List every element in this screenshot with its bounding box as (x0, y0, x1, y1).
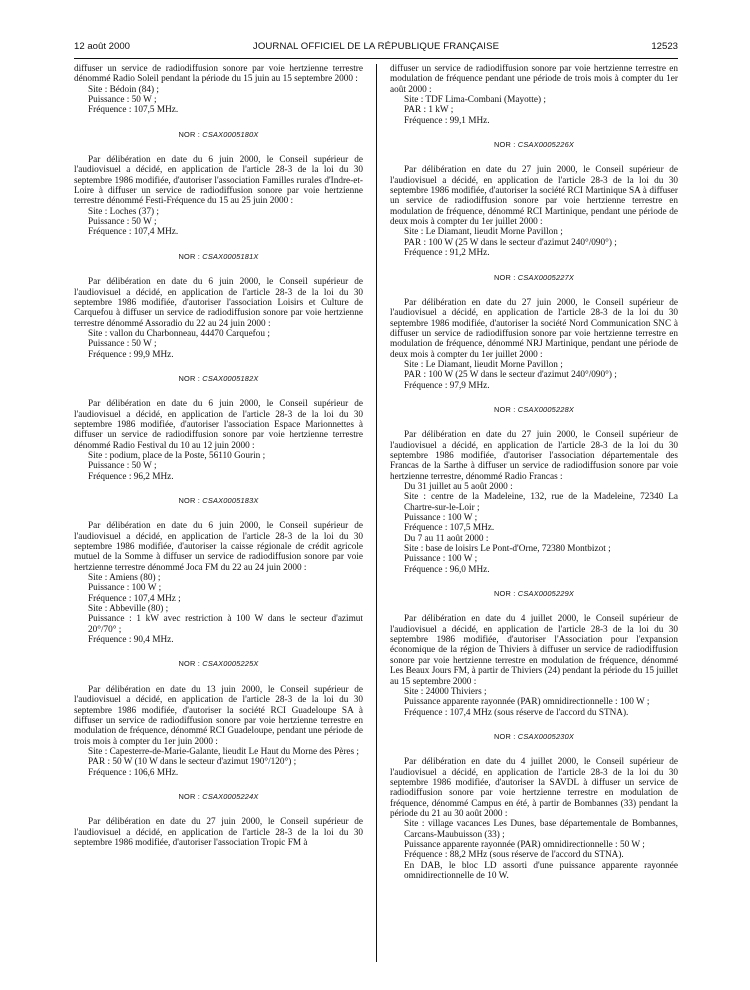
nor-reference (390, 140, 678, 150)
decision-section (74, 374, 363, 482)
detail-line: Puissance : 1 kW avec restriction à 100 W dans le secteur d'azimut 20°/70° ; (88, 614, 363, 635)
detail-line: PAR : 100 W (25 W dans le secteur d'azimut 240°/090°) ; (404, 370, 617, 381)
detail-line: Fréquence : 97,9 MHz. (404, 380, 490, 391)
nor-reference (390, 405, 678, 415)
detail-line: Site : Bédoin (84) ; (88, 84, 159, 95)
nor-label: NOR : (178, 373, 201, 383)
detail-line: Site : Le Diamant, lieudit Morne Pavillon ; (404, 359, 563, 370)
detail-line: Site : Loches (37) ; (88, 206, 159, 217)
nor-label: NOR : (178, 496, 201, 505)
decision-section (390, 405, 678, 575)
detail-line: Site : podium, place de la Poste, 56110 Gourin ; (88, 450, 266, 461)
detail-line: PAR : 100 W (25 W dans le secteur d'azimut 240°/090°) ; (404, 237, 617, 248)
paragraph-text: Par délibération en date du 6 juin 2000, le Conseil supérieur de l'audiovisuel a décidé, en application de l'article 28-3 de la loi du 30 septembre 1986 modifiée, d'autoriser l'association Espace Marionnettes à diffuser un service de radiodiffusion sonore par voie hertzienne terrestre dénommé Radio Festival du 10 au 12 juin 2000 : (74, 399, 363, 451)
paragraph-text: Par délibération en date du 6 juin 2000, le Conseil supérieur de l'audiovisuel a décidé, en application de l'article 28-3 de la loi du 30 septembre 1986 modifiée, d'autoriser l'association Loisirs et Culture de Carquefou à diffuser un service de radiodiffusion sonore par voie hertzienne terrestre dénommé Assoradio du 22 au 24 juin 2000 : (74, 277, 363, 329)
header-title: JOURNAL OFFICIEL DE LA RÉPUBLIQUE FRANÇAISE (252, 41, 500, 52)
nor-reference (74, 496, 363, 506)
detail-line: Site : base de loisirs Le Pont-d'Orne, 72380 Montbizot ; (404, 544, 611, 555)
detail-line: Puissance : 50 W ; (88, 217, 157, 228)
paragraph-text: Par délibération en date du 27 juin 2000, le Conseil supérieur de l'audiovisuel a décidé, en application de l'article 28-3 de la loi du 30 septembre 1986 modifiée, d'autoriser la société RCI Martinique SA à diffuser un service de radiodiffusion sonore par voie hertzienne terrestre en modulation de fréquence, dénommé RCI Martinique, pendant une période de deux mois à compter du 1er juillet 2000 : (390, 165, 678, 228)
detail-line: Puissance apparente rayonnée (PAR) omnidirectionnelle : 50 W ; (404, 839, 645, 850)
nor-label: NOR : (178, 251, 201, 261)
paragraph-text: Par délibération en date du 27 juin 2000, le Conseil supérieur de l'audiovisuel a décidé, en application de l'article 28-3 de la loi du 30 septembre 1986 modifiée, d'autoriser la société Nord Communication SNC à diffuser un service de radiodiffusion sonore par voie hertzienne terrestre en modulation de fréquence, dénommé NRJ Martinique, pendant une période de deux mois à compter du 1er juillet 2000 : (390, 297, 678, 360)
nor-code: CSAX0005224X (202, 791, 259, 801)
detail-line: Fréquence : 88,2 MHz (sous réserve de l'accord du STNA). (404, 850, 624, 861)
nor-label: NOR : (493, 272, 516, 282)
decision-section (390, 589, 678, 718)
header-date: 12 août 2000 (74, 41, 131, 52)
nor-label: NOR : (178, 659, 201, 669)
detail-line: PAR : 1 kW ; (404, 105, 454, 116)
nor-label: NOR : (493, 731, 516, 741)
nor-code: CSAX0005225X (202, 659, 259, 669)
nor-reference (390, 732, 678, 742)
detail-line: Du 31 juillet au 5 août 2000 : (404, 482, 513, 492)
detail-line: Site : Abbeville (80) ; (88, 604, 169, 615)
decision-section (74, 792, 363, 848)
nor-reference (74, 659, 363, 669)
decision-section (74, 496, 363, 645)
nor-reference (74, 374, 363, 384)
detail-line: Site : Capesterre-de-Marie-Galante, lieudit Le Haut du Morne des Pères ; (88, 746, 359, 757)
intro-block (390, 64, 678, 126)
detail-line: Fréquence : 107,4 MHz. (88, 227, 179, 238)
detail-line: Fréquence : 107,5 MHz. (88, 105, 179, 116)
detail-line: Puissance : 50 W ; (88, 95, 157, 106)
decision-section (390, 140, 678, 258)
paragraph-text: diffuser un service de radiodiffusion sonore par voie hertzienne terrestre dénommé Radio Soleil pendant la période du 15 juin au 15 septembre 2000 : (74, 64, 363, 85)
nor-label: NOR : (178, 791, 201, 801)
nor-reference (74, 252, 363, 262)
decision-section (390, 273, 678, 391)
decision-section (74, 130, 363, 238)
header-rule (74, 58, 678, 59)
header-page-number: 12523 (651, 41, 678, 52)
detail-line: Puissance : 100 W ; (404, 513, 478, 524)
detail-line: Fréquence : 90,4 MHz. (88, 635, 174, 646)
detail-line: Fréquence : 96,0 MHz. (404, 564, 490, 575)
intro-block (74, 64, 363, 116)
nor-reference (390, 589, 678, 599)
paragraph-text: Par délibération en date du 6 juin 2000, le Conseil supérieur de l'audiovisuel a décidé, en application de l'article 28-3 de la loi du 30 septembre 1986 modifiée, d'autoriser la caisse régionale de crédit agricole mutuel de la Somme à diffuser un service de radiodiffusion sonore par voie hertzienne terrestre dénommé Joca FM du 22 au 24 juin 2000 : (74, 521, 363, 573)
detail-line: Fréquence : 99,1 MHz. (404, 115, 490, 126)
detail-line: Fréquence : 91,2 MHz. (404, 248, 490, 259)
column-divider (376, 64, 377, 962)
detail-line: Site : 24000 Thiviers ; (404, 686, 487, 697)
detail-line: Fréquence : 99,9 MHz. (88, 349, 174, 360)
detail-line: Puissance : 100 W ; (88, 583, 162, 594)
decision-section (74, 659, 363, 777)
detail-line: Site : village vacances Les Dunes, base départementale de Bombannes, Carcans-Maubuisson (33) ; (404, 819, 678, 840)
nor-code: CSAX0005230X (517, 731, 575, 741)
nor-code: CSAX0005183X (202, 496, 259, 505)
nor-reference (74, 130, 363, 140)
paragraph-text: diffuser un service de radiodiffusion sonore par voie hertzienne terrestre en modulation de fréquence pendant une période de trois mois à compter du 1er août 2000 : (390, 64, 678, 95)
nor-code: CSAX0005180X (202, 129, 259, 139)
detail-line: Puissance apparente rayonnée (PAR) omnidirectionnelle : 100 W ; (404, 697, 650, 708)
nor-label: NOR : (493, 404, 516, 414)
detail-line: Puissance : 50 W ; (88, 461, 157, 472)
detail-line: Puissance : 100 W ; (404, 554, 478, 565)
detail-line: Fréquence : 107,4 MHz ; (88, 593, 181, 604)
detail-line: PAR : 50 W (10 W dans le secteur d'azimut 190°/120°) ; (88, 757, 297, 768)
decision-section (390, 732, 678, 881)
nor-label: NOR : (493, 589, 516, 599)
nor-code: CSAX0005182X (202, 373, 259, 383)
detail-line: Fréquence : 96,2 MHz. (88, 471, 174, 482)
paragraph-text: Par délibération en date du 27 juin 2000, le Conseil supérieur de l'audiovisuel a décidé, en application de l'article 28-3 de la loi du 30 septembre 1986 modifiée, d'autoriser l'association Tropic FM à (74, 817, 363, 848)
nor-reference (74, 792, 363, 802)
detail-line: Site : vallon du Charbonneau, 44470 Carquefou ; (88, 328, 270, 339)
nor-code: CSAX0005226X (517, 140, 575, 150)
detail-line: Du 7 au 11 août 2000 : (404, 533, 489, 544)
detail-line: En DAB, le bloc LD assorti d'une puissance apparente rayonnée omnidirectionnelle de 10 W. (404, 860, 678, 881)
detail-line: Fréquence : 107,4 MHz (sous réserve de l'accord du STNA). (404, 707, 629, 718)
paragraph-text: Par délibération en date du 4 juillet 2000, le Conseil supérieur de l'audiovisuel a décidé, en application de l'article 28-3 de la loi du 30 septembre 1986 modifiée, d'autoriser la SAVDL à diffuser un service de radiodiffusion sonore par voie hertzienne terrestre en modulation de fréquence, dénommé Campus en été, à partir de Bombannes (33) pendant la période du 21 au 30 août 2000 : (390, 757, 678, 819)
paragraph-text: Par délibération en date du 6 juin 2000, le Conseil supérieur de l'audiovisuel a décidé, en application de l'article 28-3 de la loi du 30 septembre 1986 modifiée, d'autoriser l'association Familles rurales d'Indre-et-Loire à diffuser un service de radiodiffusion sonore par voie hertzienne terrestre dénommé Festi-Fréquence du 15 au 25 juin 2000 : (74, 155, 363, 207)
left-column (74, 64, 363, 848)
paragraph-text: Par délibération en date du 13 juin 2000, le Conseil supérieur de l'audiovisuel a décidé, en application de l'article 28-3 de la loi du 30 septembre 1986 modifiée, d'autoriser la société RCI Guadeloupe SA à diffuser un service de radiodiffusion sonore par voie hertzienne terrestre en modulation de fréquence, dénommé RCI Guadeloupe, pendant une période de trois mois à compter du 1er juin 2000 : (74, 684, 363, 747)
nor-code: CSAX0005229X (517, 589, 575, 599)
detail-line: Site : centre de la Madeleine, 132, rue de la Madeleine, 72340 La Chartre-sur-le-Loir ; (404, 492, 678, 513)
nor-label: NOR : (493, 140, 516, 150)
nor-code: CSAX0005227X (517, 272, 575, 282)
paragraph-text: Par délibération en date du 4 juillet 2000, le Conseil supérieur de l'audiovisuel a décidé, en application de l'article 28-3 de la loi du 30 septembre 1986 modifiée, d'autoriser l'Association pour l'expansion économique de la région de Thiviers à diffuser un service de radiodiffusion sonore par voie hertzienne terrestre en modulation de fréquence, dénommé Les Beaux Jours FM, à partir de Thiviers (24) pendant la période du 15 juillet au 15 septembre 2000 : (390, 614, 678, 687)
page-header (74, 41, 678, 57)
detail-line: Site : Amiens (80) ; (88, 573, 161, 584)
nor-label: NOR : (178, 129, 201, 139)
nor-code: CSAX0005181X (202, 251, 259, 261)
decision-section (74, 252, 363, 360)
nor-code: CSAX0005228X (517, 404, 575, 414)
detail-line: Site : Le Diamant, lieudit Morne Pavillon ; (404, 227, 563, 238)
nor-reference (390, 273, 678, 283)
right-column (390, 64, 678, 881)
detail-line: Fréquence : 106,6 MHz. (88, 767, 179, 778)
detail-line: Fréquence : 107,5 MHz. (404, 523, 495, 534)
paragraph-text: Par délibération en date du 27 juin 2000, le Conseil supérieur de l'audiovisuel a décidé, en application de l'article 28-3 de la loi du 30 septembre 1986 modifiée, d'autoriser l'association départementale des Francas de la Sarthe à diffuser un service de radiodiffusion sonore par voie hertzienne terrestre, dénommé Radio Francas : (390, 430, 678, 482)
detail-line: Site : TDF Lima-Combani (Mayotte) ; (404, 95, 546, 106)
detail-line: Puissance : 50 W ; (88, 339, 157, 350)
